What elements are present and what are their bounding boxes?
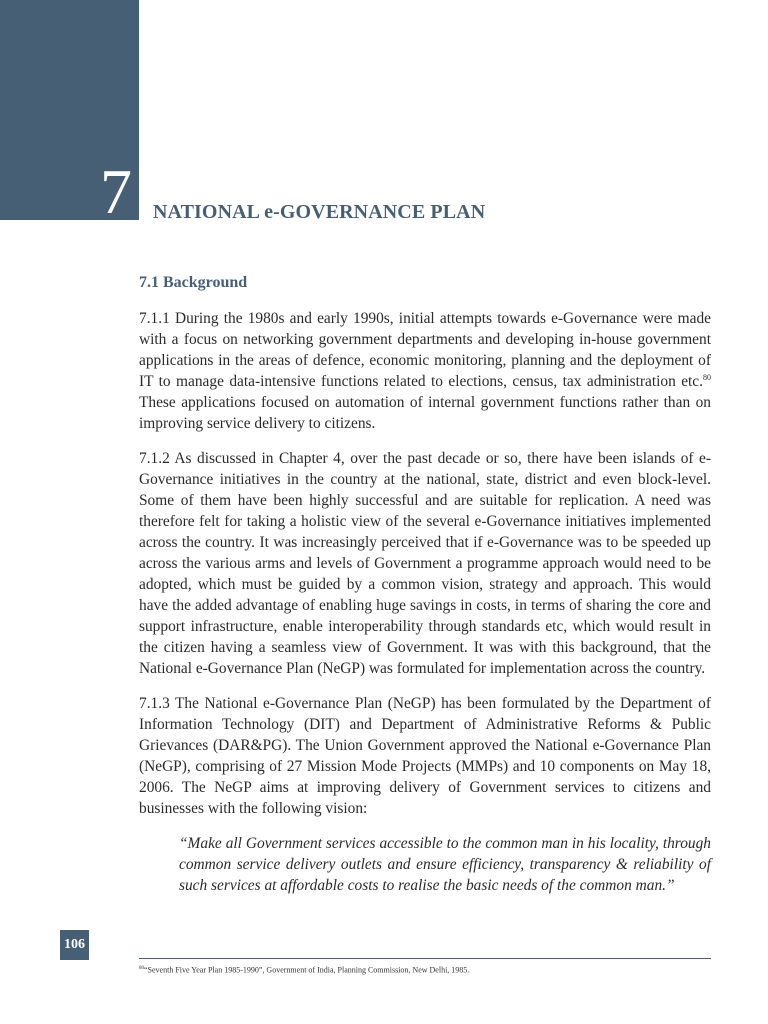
- footnote-reference[interactable]: 80: [703, 372, 711, 382]
- main-content: [139, 272, 711, 896]
- chapter-number: 7: [100, 156, 132, 227]
- footnote: [139, 964, 469, 976]
- footnote-divider: [139, 958, 711, 959]
- footnote-number: 80: [139, 966, 144, 971]
- section-heading: 7.1 Background: [139, 274, 248, 291]
- chapter-title: NATIONAL e-GOVERNANCE PLAN: [153, 201, 486, 223]
- vision-quote: “Make all Government services accessible to the common man in his locality, through common service delivery outlets and ensure efficiency, transparency & reliability of such services at affordable costs to realise the basic needs of the common man.”: [179, 835, 711, 894]
- footnote-text: “Seventh Five Year Plan 1985-1990”, Government of India, Planning Commission, New Delhi, 1985.: [144, 965, 470, 975]
- paragraph-7-1-1: [139, 308, 711, 434]
- paragraph-7-1-1-text-cont: These applications focused on automation of internal government functions rather than on improving service delivery to citizens.: [139, 394, 711, 432]
- paragraph-7-1-1-text: 7.1.1 During the 1980s and early 1990s, initial attempts towards e-Governance were made with a focus on networking government departments and developing in-house government applications in the areas of defence, economic monitoring, planning and the deployment of IT to manage data-intensive functions related to elections, census, tax administration etc.: [139, 310, 711, 390]
- paragraph-7-1-2: 7.1.2 As discussed in Chapter 4, over the past decade or so, there have been islands of e-Governance initiatives in the country at the national, state, district and even block-level. Some of them have been highly successful and are suitable for replication. A need was therefore felt for taking a holistic view of the several e-Governance initiatives implemented across the country. It was increasingly perceived that if e-Governance was to be speeded up across the various arms and levels of Government a programme approach would need to be adopted, which must be guided by a common vision, strategy and approach. This would have the added advantage of enabling huge savings in costs, in terms of sharing the core and support infrastructure, enable interoperability through standards etc, which would result in the citizen having a seamless view of Government. It was with this background, that the National e-Governance Plan (NeGP) was formulated for implementation across the country.: [139, 450, 711, 677]
- paragraph-7-1-3: 7.1.3 The National e-Governance Plan (NeGP) has been formulated by the Department of Information Technology (DIT) and Department of Administrative Reforms & Public Grievances (DAR&PG). The Union Government approved the National e-Governance Plan (NeGP), comprising of 27 Mission Mode Projects (MMPs) and 10 components on May 18, 2006. The NeGP aims at improving delivery of Government services to citizens and businesses with the following vision:: [139, 695, 711, 817]
- page-number-badge: 106: [60, 930, 89, 960]
